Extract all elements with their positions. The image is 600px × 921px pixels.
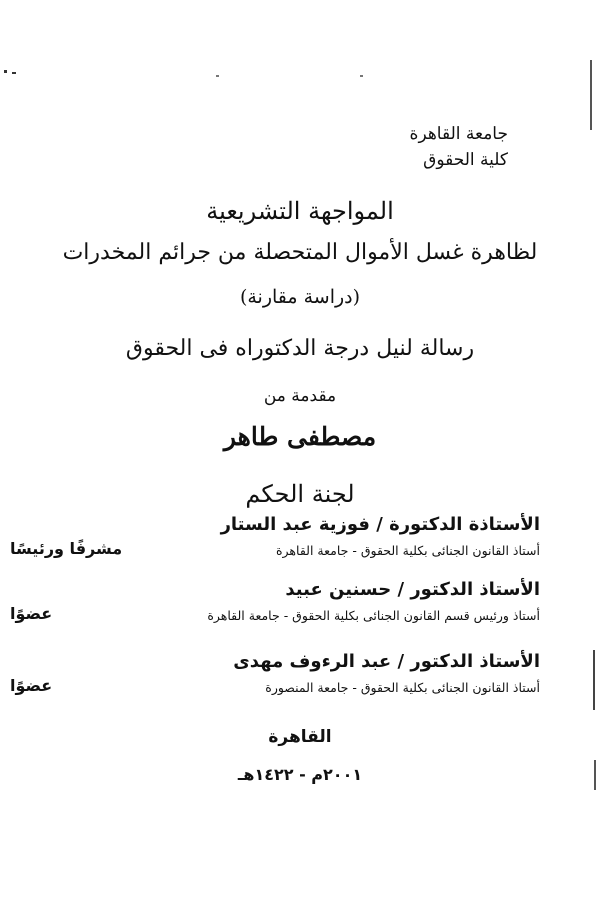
scan-edge-mark xyxy=(594,760,596,790)
publication-date: ٢٠٠١م - ١٤٢٢هـ xyxy=(237,765,363,784)
place-of-publication: القاهرة xyxy=(268,727,332,747)
scan-edge-mark xyxy=(593,650,595,710)
scan-edge-mark xyxy=(590,60,592,130)
member-description: أستاذ القانون الجنائى بكلية الحقوق - جامعة المنصورة xyxy=(265,680,540,695)
thesis-purpose: رسالة لنيل درجة الدكتوراه فى الحقوق xyxy=(125,336,475,361)
committee-heading: لجنة الحكم xyxy=(245,480,355,508)
scan-speck xyxy=(4,70,7,73)
institution-block xyxy=(410,121,508,173)
member-name: الأستاذة الدكتورة / فوزية عبد الستار xyxy=(220,514,540,535)
thesis-subtitle: (دراسة مقارنة) xyxy=(239,286,361,308)
thesis-title-line-1: المواجهة التشريعية xyxy=(206,197,394,225)
faculty-name: كلية الحقوق xyxy=(423,150,508,170)
member-description: أستاذ القانون الجنائى بكلية الحقوق - جامعة القاهرة xyxy=(275,543,540,558)
member-role: عضوًا xyxy=(10,676,53,695)
committee-member xyxy=(10,579,540,628)
member-name: الأستاذ الدكتور / عبد الرءوف مهدى xyxy=(233,651,540,672)
member-name: الأستاذ الدكتور / حسنين عبيد xyxy=(285,579,540,600)
thesis-title-line-2: لظاهرة غسل الأموال المتحصلة من جرائم المخدرات xyxy=(62,240,538,265)
scan-speck xyxy=(360,75,363,77)
committee-member xyxy=(10,514,540,563)
scan-speck xyxy=(12,72,16,74)
member-role: مشرفًا ورئيسًا xyxy=(10,539,123,558)
committee-member xyxy=(10,651,540,700)
author-name: مصطفى طاهر xyxy=(223,422,377,451)
member-description: أستاذ ورئيس قسم القانون الجنائى بكلية الحقوق - جامعة القاهرة xyxy=(207,608,540,623)
university-name: جامعة القاهرة xyxy=(409,124,508,144)
scan-speck xyxy=(216,75,219,77)
member-role: عضوًا xyxy=(10,604,53,623)
presented-by-label: مقدمة من xyxy=(263,386,337,406)
